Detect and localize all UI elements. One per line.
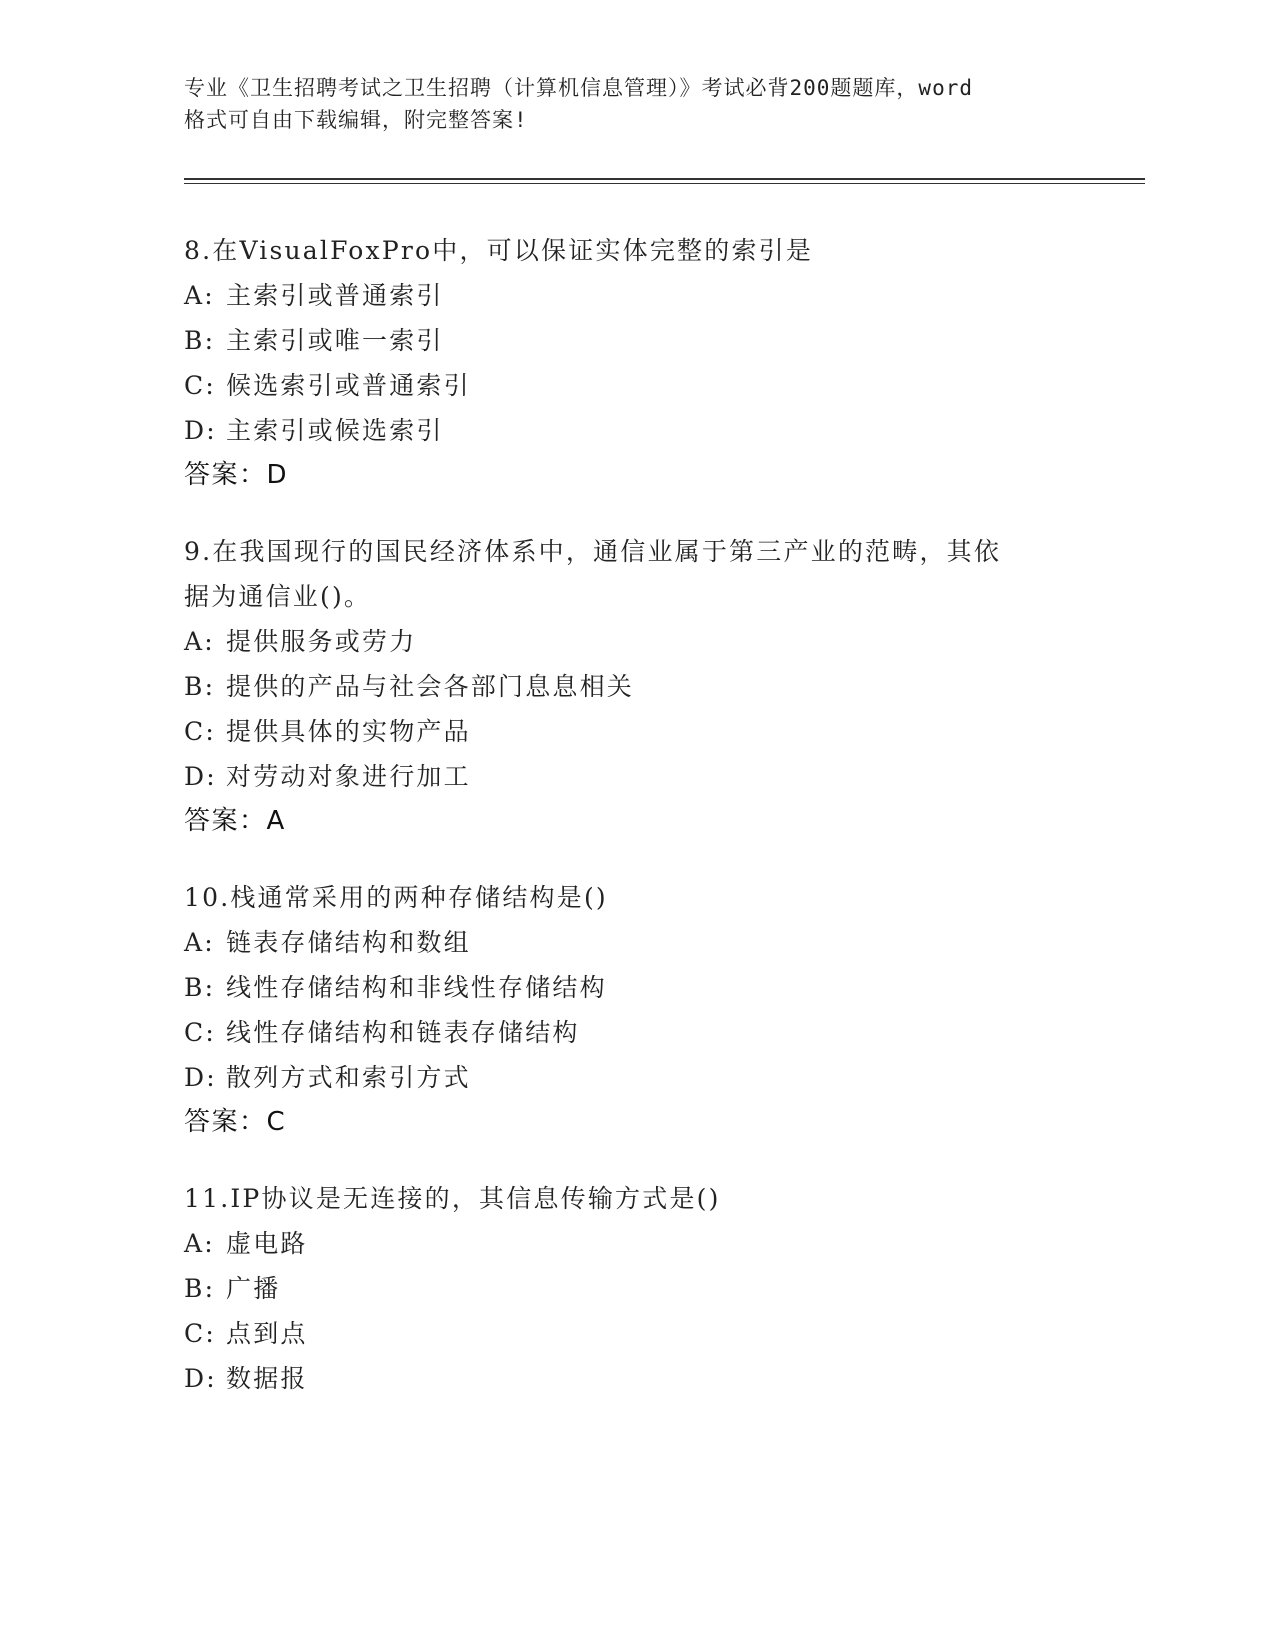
question-block (184, 228, 1104, 498)
option-text: 主索引或普通索引 (226, 281, 444, 310)
option-text: 线性存储结构和非线性存储结构 (226, 973, 607, 1002)
document-header (184, 72, 1084, 136)
question-stem: 8.在VisualFoxPro中，可以保证实体完整的索引是 (184, 236, 814, 265)
option-key: D: (184, 416, 217, 445)
header-divider-bottom (184, 183, 1145, 184)
option-text: 点到点 (226, 1319, 308, 1348)
option-text: 数据报 (226, 1364, 308, 1393)
option-key: C: (184, 371, 216, 400)
option-row (184, 363, 1104, 408)
question-stem: 据为通信业()。 (184, 582, 372, 611)
option-text: 广播 (226, 1274, 281, 1303)
answer-line: 答案：D (184, 460, 289, 490)
answer-line: 答案：A (184, 806, 286, 836)
option-key: D: (184, 762, 217, 791)
option-key: A: (184, 1229, 215, 1258)
option-row (184, 1356, 1104, 1401)
option-row (184, 1010, 1104, 1055)
question-block (184, 875, 1104, 1145)
option-text: 虚电路 (226, 1229, 308, 1258)
question-stem: 11.IP协议是无连接的，其信息传输方式是() (184, 1184, 721, 1213)
option-row (184, 754, 1104, 799)
option-text: 主索引或候选索引 (226, 416, 444, 445)
question-block (184, 1176, 1104, 1401)
option-key: B: (184, 326, 216, 355)
option-text: 提供服务或劳力 (226, 627, 417, 656)
header-divider-top (184, 178, 1145, 180)
option-row (184, 1221, 1104, 1266)
option-row (184, 965, 1104, 1010)
option-key: D: (184, 1063, 217, 1092)
option-text: 候选索引或普通索引 (226, 371, 471, 400)
header-line-2: 格式可自由下载编辑，附完整答案! (184, 108, 528, 132)
option-row (184, 1311, 1104, 1356)
option-row (184, 664, 1104, 709)
question-block (184, 529, 1104, 844)
answer-line: 答案：C (184, 1107, 287, 1137)
option-key: A: (184, 928, 215, 957)
option-text: 散列方式和索引方式 (226, 1063, 471, 1092)
option-key: B: (184, 1274, 216, 1303)
option-text: 提供的产品与社会各部门息息相关 (226, 672, 635, 701)
option-row (184, 318, 1104, 363)
option-row (184, 1055, 1104, 1100)
option-row (184, 408, 1104, 453)
option-key: B: (184, 973, 216, 1002)
option-row (184, 619, 1104, 664)
option-row (184, 920, 1104, 965)
option-key: A: (184, 281, 215, 310)
option-row (184, 709, 1104, 754)
header-line-1: 专业《卫生招聘考试之卫生招聘（计算机信息管理）》考试必背200题题库，word (184, 76, 973, 100)
option-text: 提供具体的实物产品 (226, 717, 471, 746)
option-text: 主索引或唯一索引 (226, 326, 444, 355)
option-text: 链表存储结构和数组 (226, 928, 471, 957)
option-text: 对劳动对象进行加工 (226, 762, 471, 791)
question-stem: 9.在我国现行的国民经济体系中，通信业属于第三产业的范畴，其依 (184, 537, 1002, 566)
option-row (184, 273, 1104, 318)
option-row (184, 1266, 1104, 1311)
option-key: D: (184, 1364, 217, 1393)
question-list (184, 228, 1104, 1432)
question-stem: 10.栈通常采用的两种存储结构是() (184, 883, 608, 912)
option-text: 线性存储结构和链表存储结构 (226, 1018, 580, 1047)
option-key: C: (184, 1319, 216, 1348)
option-key: C: (184, 1018, 216, 1047)
option-key: C: (184, 717, 216, 746)
option-key: B: (184, 672, 216, 701)
option-key: A: (184, 627, 215, 656)
